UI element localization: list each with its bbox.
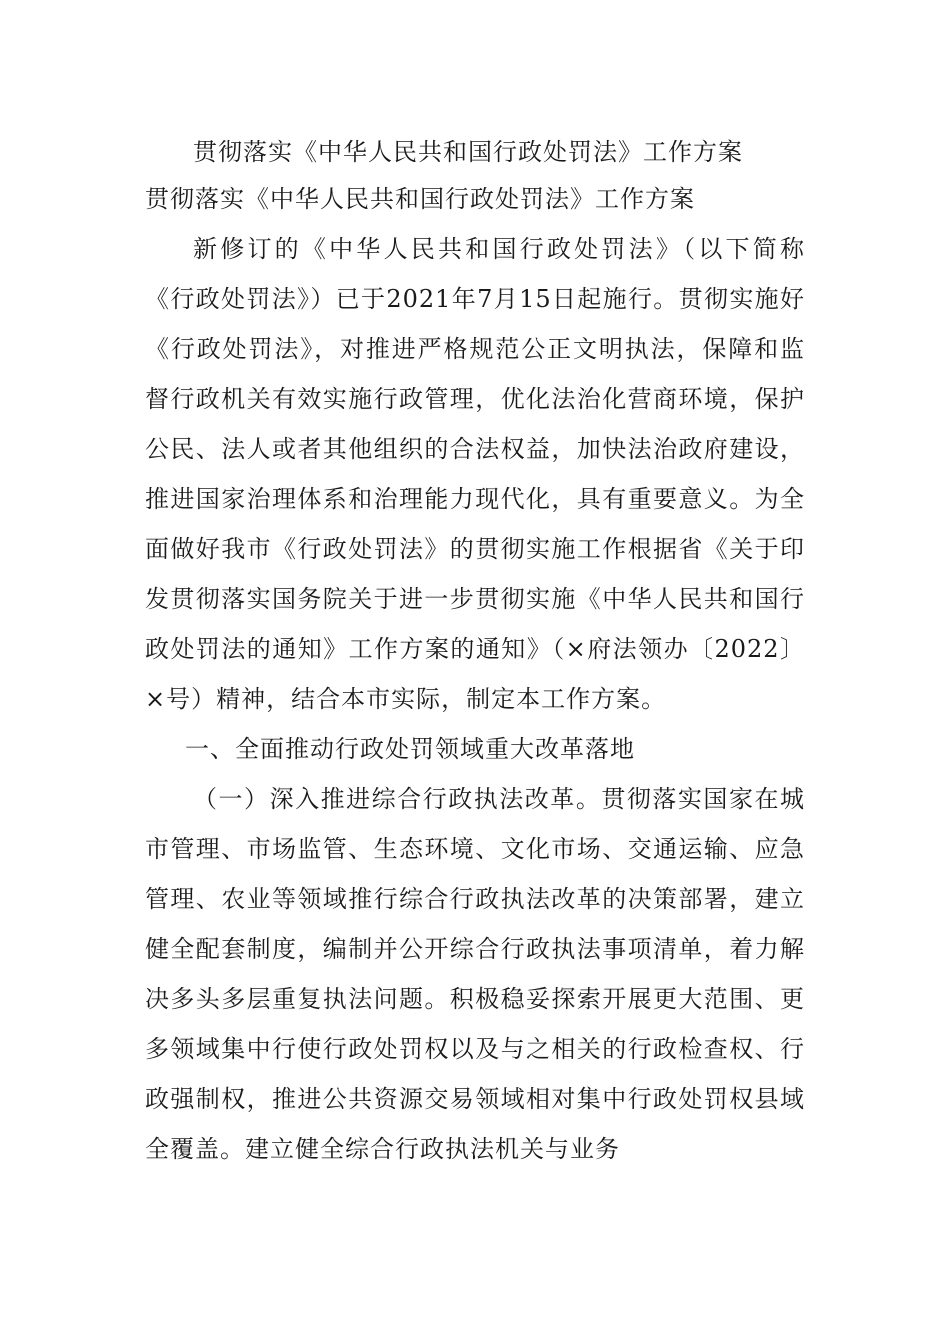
- section-1-heading: 一、全面推动行政处罚领域重大改革落地: [185, 735, 635, 763]
- document-title: 贯彻落实《中华人民共和国行政处罚法》工作方案: [193, 138, 743, 166]
- document-body: [145, 130, 805, 1174]
- document-subtitle: 贯彻落实《中华人民共和国行政处罚法》工作方案: [145, 185, 695, 213]
- section-1-paragraph: （一）深入推进综合行政执法改革。贯彻落实国家在城市管理、市场监管、生态环境、文化市场、交通运输、应急管理、农业等领域推行综合行政执法改革的决策部署，建立健全配套制度，编制并公开综合行政执法事项清单，着力解决多头多层重复执法问题。积极稳妥探索开展更大范围、更多领域集中行使行政处罚权以及与之相关的行政检查权、行政强制权，推进公共资源交易领域相对集中行政处罚权县域全覆盖。建立健全综合行政执法机关与业务: [145, 785, 805, 1163]
- intro-paragraph: 新修订的《中华人民共和国行政处罚法》（以下简称《行政处罚法》）已于2021年7月15日起施行。贯彻实施好《行政处罚法》，对推进严格规范公正文明执法，保障和监督行政机关有效实施行政管理，优化法治化营商环境，保护公民、法人或者其他组织的合法权益，加快法治政府建设，推进国家治理体系和治理能力现代化，具有重要意义。为全面做好我市《行政处罚法》的贯彻实施工作根据省《关于印发贯彻落实国务院关于进一步贯彻实施《中华人民共和国行政处罚法的通知》工作方案的通知》（×府法领办〔2022〕×号）精神，结合本市实际，制定本工作方案。: [145, 235, 805, 713]
